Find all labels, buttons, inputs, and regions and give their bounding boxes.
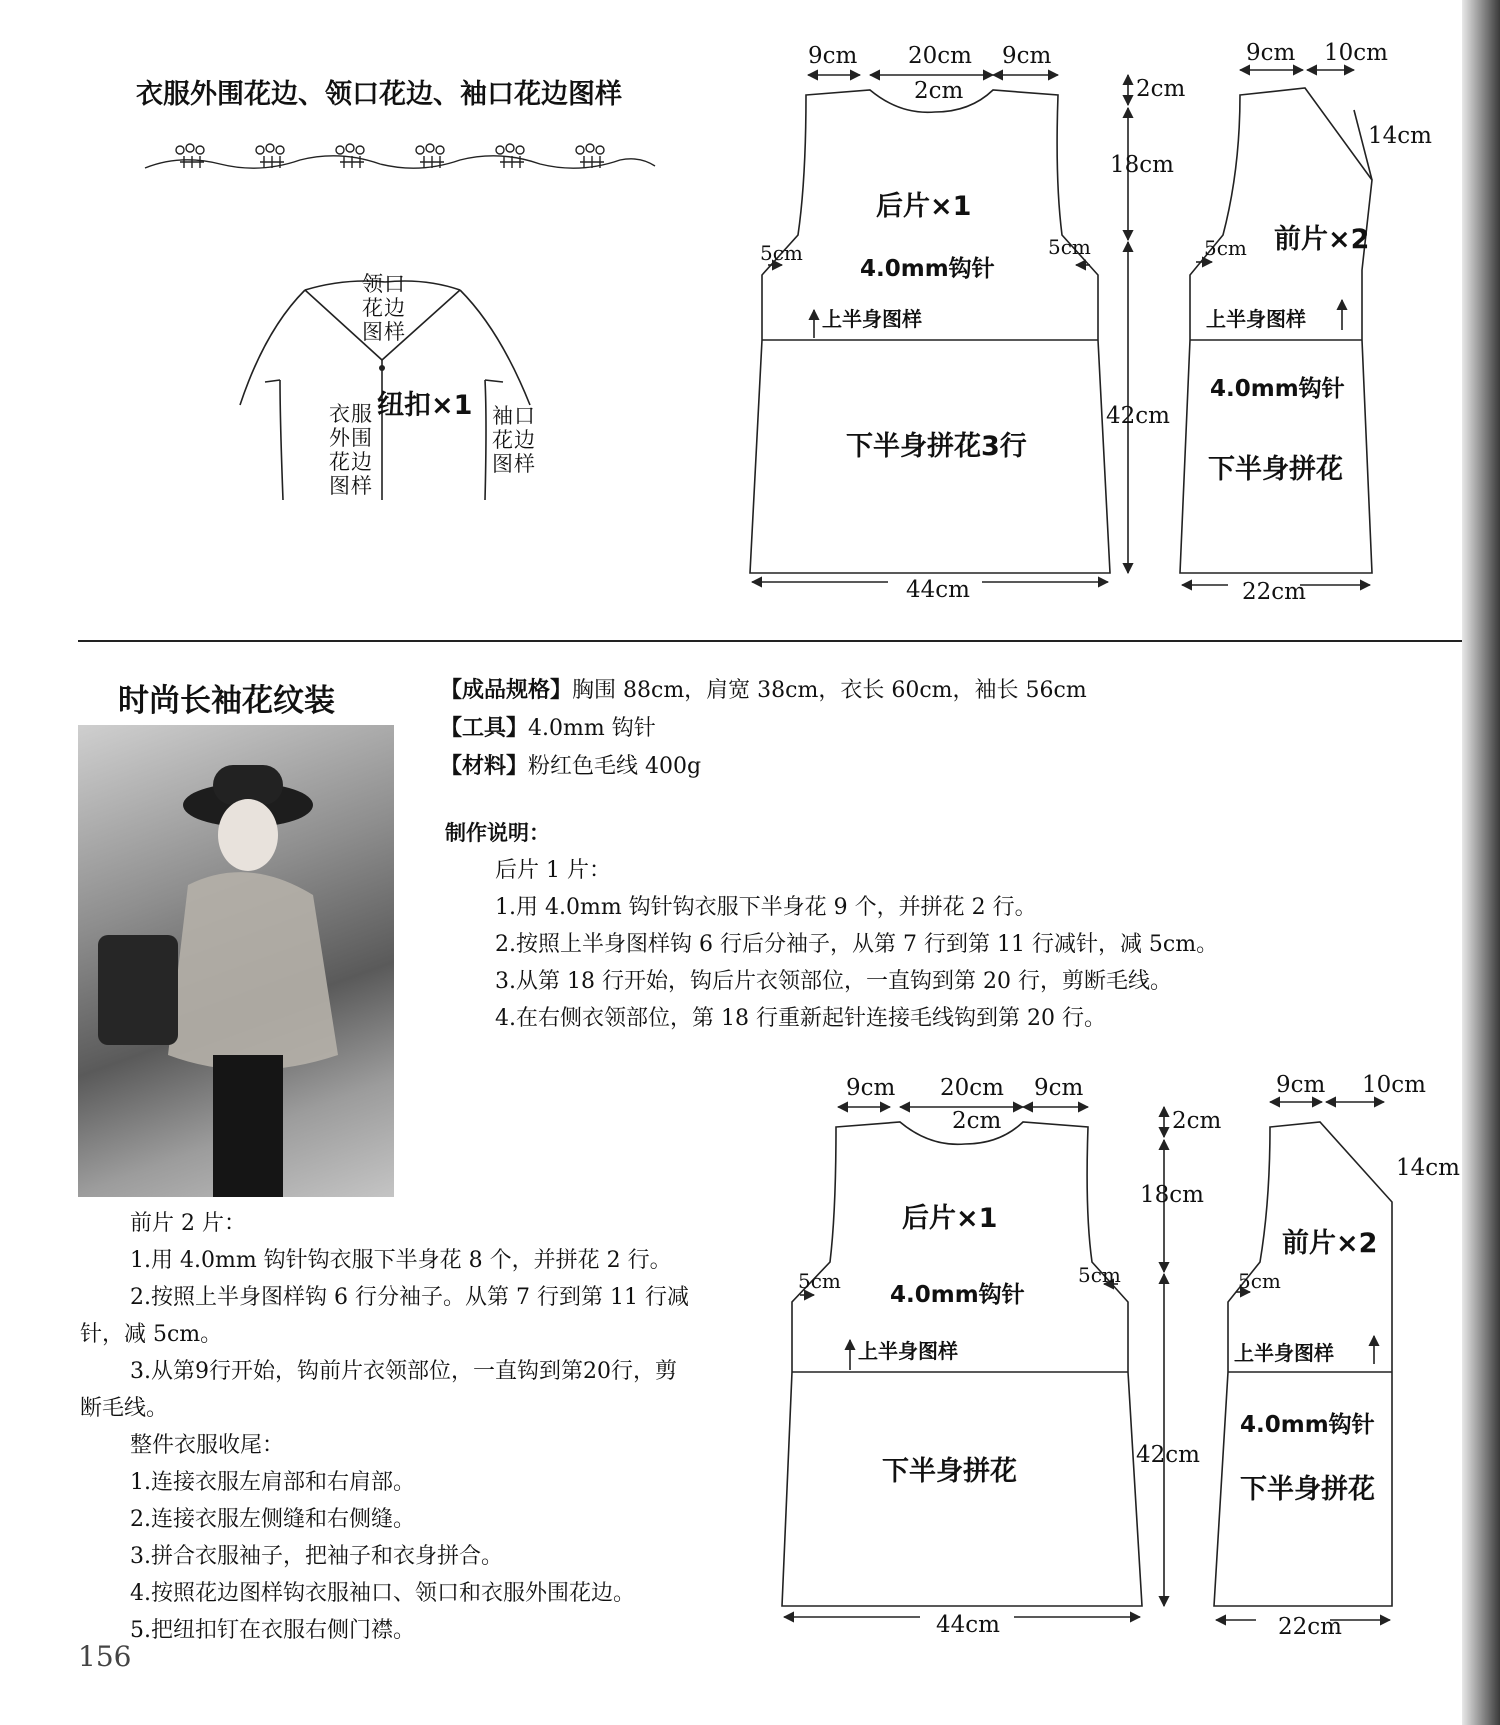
back-top-mid: 20cm [908,43,972,69]
back-step: 3.从第 18 行开始，钩后片衣领部位，一直钩到第 20 行，剪断毛线。 [495,969,1172,994]
front-step: 3.从第9行开始，钩前片衣领部位，一直钩到第20行，剪 [130,1359,677,1384]
back-lower: 下半身拼花 [882,1456,1017,1487]
front-bottom: 22cm [1242,579,1306,605]
spec-line [440,672,1087,709]
front-slope: 14cm [1368,123,1432,149]
neck-edging-label: 领口 花边 图样 [362,272,406,344]
front-bottom: 22cm [1278,1614,1342,1640]
front-lower: 下半身拼花 [1208,454,1343,485]
back-step: 1.用 4.0mm 钩针钩衣服下半身花 9 个，并拼花 2 行。 [495,895,1037,920]
back-heading: 后片 1 片： [495,858,611,883]
back-bottom: 44cm [936,1612,1000,1638]
front-title: 前片×2 [1274,224,1370,255]
front-step: 断毛线。 [80,1396,169,1421]
page-edge-shadow [1462,0,1500,1725]
tool-value: 4.0mm 钩针 [528,716,656,741]
front-title: 前片×2 [1282,1228,1378,1259]
section-divider [78,640,1478,642]
side-lower: 42cm [1106,403,1170,429]
back-title: 后片×1 [902,1203,998,1234]
side-top: 2cm [1172,1108,1222,1134]
back-hook: 4.0mm钩针 [890,1282,1025,1308]
instructions-heading: 制作说明： [445,821,550,845]
back-upper: 上半身图样 [858,1339,958,1363]
finish-step: 2.连接衣服左侧缝和右侧缝。 [130,1507,415,1532]
side-lower: 42cm [1136,1442,1200,1468]
back-neck-drop: 2cm [914,78,964,104]
cuff-edging-label: 袖口 花边 图样 [492,404,536,476]
back-hook: 4.0mm钩针 [860,256,995,282]
front-step: 2.按照上半身图样钩 6 行分袖子。从第 7 行到第 11 行减 [130,1285,689,1310]
back-upper: 上半身图样 [822,307,922,331]
front-heading: 前片 2 片： [130,1211,246,1236]
body-edging-label: 衣服 外围 花边 图样 [329,402,373,498]
finish-step: 4.按照花边图样钩衣服袖口、领口和衣服外围花边。 [130,1581,635,1606]
side-mid: 18cm [1110,152,1174,178]
front-inset: 5cm [1204,236,1247,260]
spec-label: 【成品规格】 [440,678,573,703]
material-value: 粉红色毛线 400g [528,754,702,779]
front-step: 1.用 4.0mm 钩针钩衣服下半身花 8 个，并拼花 2 行。 [130,1248,672,1273]
spec-value: 胸围 88cm，肩宽 38cm，衣长 60cm，袖长 56cm [572,678,1087,703]
finish-heading: 整件衣服收尾： [130,1433,285,1458]
pattern-schematic-bottom [770,1062,1470,1652]
front-hook: 4.0mm钩针 [1240,1412,1375,1438]
page-number: 156 [78,1640,132,1673]
model-photo [78,725,394,1197]
back-neck-drop: 2cm [952,1108,1002,1134]
front-top-right: 10cm [1362,1072,1426,1098]
front-step: 针，减 5cm。 [80,1322,223,1347]
front-slope: 14cm [1396,1155,1460,1181]
back-step: 2.按照上半身图样钩 6 行后分袖子，从第 7 行到第 11 行减针，减 5cm。 [495,932,1219,957]
back-title: 后片×1 [876,191,972,222]
front-top-left: 9cm [1246,40,1296,66]
edging-pattern-title: 衣服外围花边、领口花边、袖口花边图样 [136,79,622,110]
back-right-inset: 5cm [1078,1263,1121,1287]
finish-step: 5.把纽扣钉在衣服右侧门襟。 [130,1618,415,1643]
front-top-left: 9cm [1276,1072,1326,1098]
button-icon [379,365,385,371]
tool-label: 【工具】 [440,716,529,741]
finish-step: 3.拼合衣服袖子，把袖子和衣身拼合。 [130,1544,503,1569]
front-upper: 上半身图样 [1234,1341,1334,1365]
back-top-mid: 20cm [940,1075,1004,1101]
front-inset: 5cm [1238,1269,1281,1293]
back-left-inset: 5cm [760,241,803,265]
front-upper: 上半身图样 [1206,307,1306,331]
back-right-inset: 5cm [1048,235,1091,259]
side-top: 2cm [1136,76,1186,102]
pattern-title: 时尚长袖花纹装 [118,683,335,719]
side-mid: 18cm [1140,1182,1204,1208]
back-left-inset: 5cm [798,1269,841,1293]
finish-step: 1.连接衣服左肩部和右肩部。 [130,1470,415,1495]
pattern-schematic-top [740,30,1460,620]
back-lower: 下半身拼花3行 [846,431,1027,462]
front-top-right: 10cm [1324,40,1388,66]
back-step: 4.在右侧衣领部位，第 18 行重新起针连接毛线钩到第 20 行。 [495,1006,1106,1031]
front-hook: 4.0mm钩针 [1210,376,1345,402]
material-label: 【材料】 [440,754,529,779]
material-line [440,748,701,785]
tool-line [440,710,656,747]
back-top-left: 9cm [808,43,858,69]
front-lower: 下半身拼花 [1240,1474,1375,1505]
back-top-left: 9cm [846,1075,896,1101]
back-top-right: 9cm [1002,43,1052,69]
back-top-right: 9cm [1034,1075,1084,1101]
edging-chart [140,140,660,180]
button-label: 纽扣×1 [377,390,473,421]
back-bottom: 44cm [906,577,970,603]
